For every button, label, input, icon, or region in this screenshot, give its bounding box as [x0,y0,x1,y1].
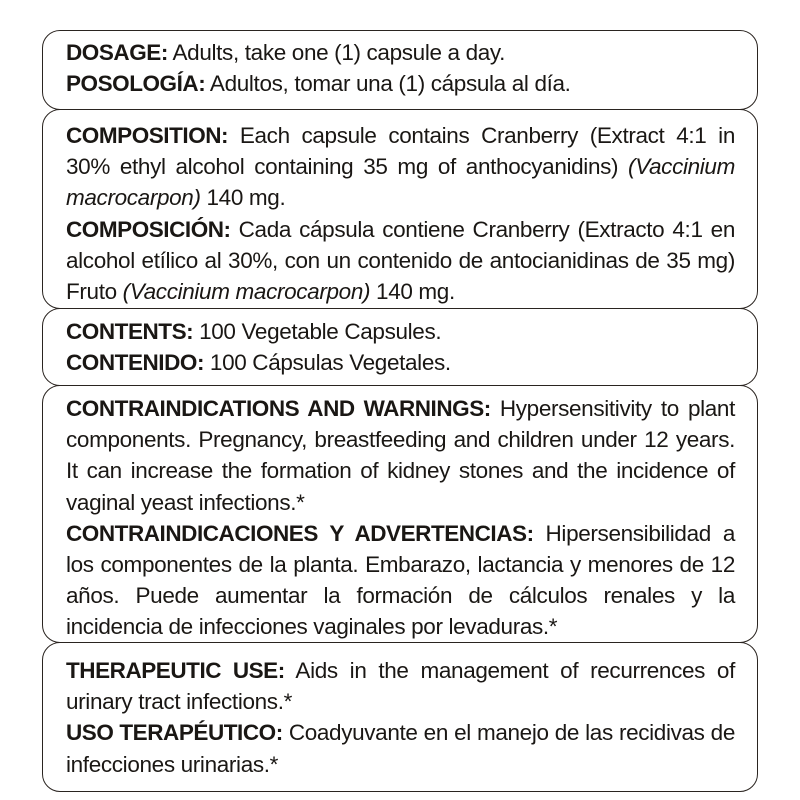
contents-es-text: 100 Cápsulas Vegetales. [204,350,451,376]
dosage-es [66,68,735,99]
contraindications-en [66,393,735,518]
contents-en [66,316,735,347]
contents-section [42,308,758,386]
composition-en-text: Each capsule contains Cranberry (Extract 4:1 in 30% ethyl alcohol containing 35 mg of anthocyanidins) [66,123,735,180]
contents-en-heading: CONTENTS: [66,319,194,344]
contraindications-section [42,385,758,643]
contraindications-es-text: Hipersensibilidad a los componentes de la planta. Embarazo, lactancia y menores de 12 años. Puede aumentar la formación de cálculos renales y la incidencia de infecciones vaginales por levaduras.* [66,520,735,640]
contents-es-heading: CONTENIDO: [66,350,204,376]
composition-es-heading: COMPOSICIÓN: [66,216,231,242]
therapeutic-en [66,655,735,717]
composition-es [66,214,735,308]
contents-en-text: 100 Vegetable Capsules. [193,319,442,344]
dosage-en-text: Adults, take one (1) capsule a day. [167,40,506,65]
therapeutic-en-text: Aids in the management of recurrences of urinary tract infections.* [66,658,736,715]
dosage-es-text: Adultos, tomar una (1) cápsula al día. [205,71,571,97]
therapeutic-es-text: Coadyuvante en el manejo de las recidivas de infecciones urinarias.* [66,720,735,777]
dosage-en [66,37,735,68]
composition-en-amount: 140 mg. [200,185,286,211]
therapeutic-use-section [42,642,758,792]
composition-section [42,109,758,309]
dosage-es-heading: POSOLOGÍA: [66,71,206,97]
composition-en-heading: COMPOSITION: [66,123,229,148]
therapeutic-es [66,717,735,779]
composition-en-latin-name: (Vaccinium macrocarpon) [66,154,735,211]
composition-en [66,120,735,214]
contents-es [66,347,735,378]
supplement-label-panel [42,10,758,792]
composition-es-latin-name: (Vaccinium macrocarpon) [122,279,371,305]
contraindications-en-text: Hypersensitivity to plant components. Pregnancy, breastfeeding and children under 12 years. It can increase the formation of kidney stones and the incidence of vaginal yeast infections.* [66,396,735,515]
therapeutic-es-heading: USO TERAPÉUTICO: [66,720,283,746]
contraindications-en-heading: CONTRAINDICATIONS AND WARNINGS: [66,396,491,421]
composition-es-amount: 140 mg. [370,279,455,305]
contraindications-es-heading: CONTRAINDICACIONES Y ADVERTENCIAS: [66,520,534,546]
dosage-section [42,30,758,110]
contraindications-es [66,518,735,643]
dosage-en-heading: DOSAGE: [66,40,168,65]
therapeutic-en-heading: THERAPEUTIC USE: [66,658,285,683]
composition-es-text: Cada cápsula contiene Cranberry (Extracto 4:1 en alcohol etílico al 30%, con un contenido de antocianidinas de 35 mg) Fruto [66,216,735,305]
